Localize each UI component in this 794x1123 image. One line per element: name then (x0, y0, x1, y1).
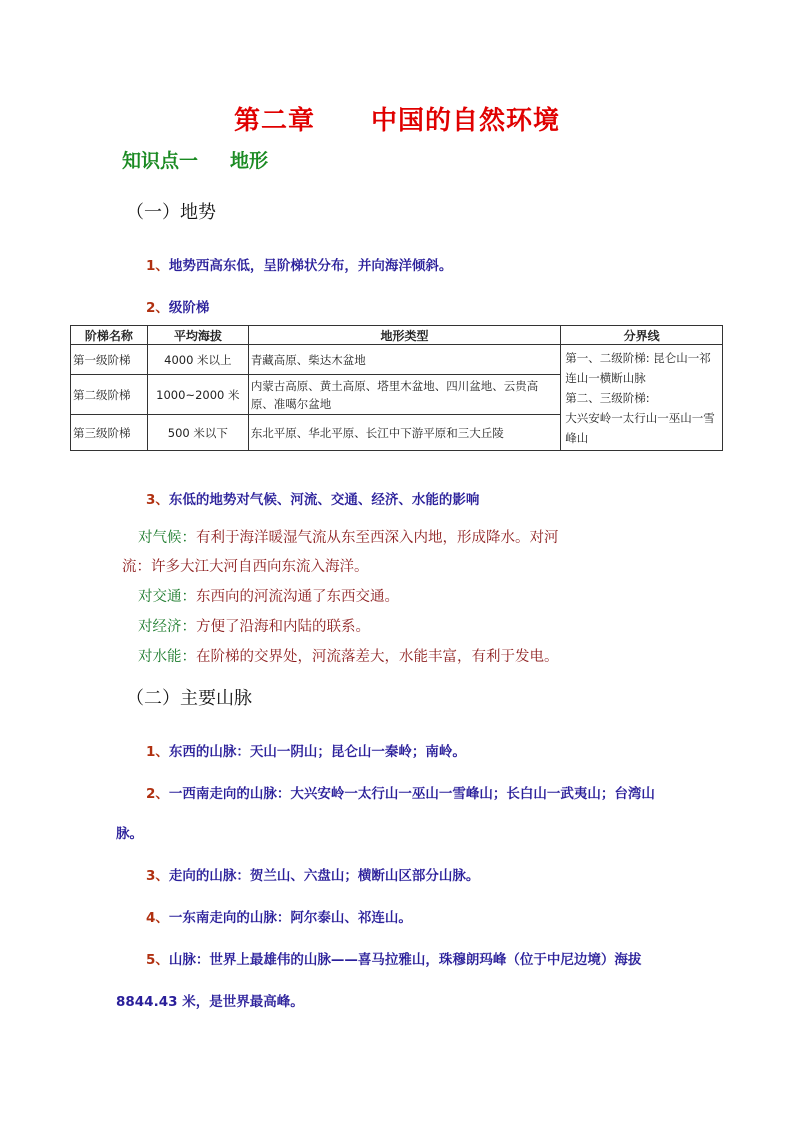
table-header: 阶梯名称 (71, 326, 148, 345)
mountain-item-4: 4、一东南走向的山脉：阿尔泰山、祁连山。 (146, 910, 412, 926)
terrain-item-3: 3、东低的地势对气候、河流、交通、经济、水能的影响 (146, 492, 480, 508)
table-header: 分界线 (561, 326, 723, 345)
table-cell: 500 米以下 (147, 415, 248, 451)
influence-climate: 对气候：有利于海洋暖湿气流从东至西深入内地，形成降水。对河 (138, 530, 559, 546)
table-cell: 第一级阶梯 (71, 345, 148, 375)
mountain-item-1: 1、东西的山脉：天山一阴山；昆仑山一秦岭；南岭。 (146, 744, 466, 760)
influence-river: 流：许多大江大河自西向东流入海洋。 (122, 559, 369, 575)
table-cell: 第三级阶梯 (71, 415, 148, 451)
table-cell: 4000 米以上 (147, 345, 248, 375)
chapter-number: 第二章 (233, 106, 315, 136)
table-cell: 东北平原、华北平原、长江中下游平原和三大丘陵 (248, 415, 560, 451)
mountain-item-2: 2、一西南走向的山脉：大兴安岭一太行山一巫山一雪峰山；长白山一武夷山；台湾山 (146, 786, 655, 802)
table-cell: 青藏高原、柴达木盆地 (248, 345, 560, 375)
influence-traffic: 对交通：东西向的河流沟通了东西交通。 (138, 589, 399, 605)
influence-hydropower: 对水能：在阶梯的交界处，河流落差大，水能丰富，有利于发电。 (138, 649, 559, 665)
chapter-name: 中国的自然环境 (371, 106, 561, 136)
mountain-item-5-cont: 8844.43 米，是世界最高峰。 (116, 994, 304, 1010)
knowledge-point-topic: 地形 (230, 150, 269, 172)
mountain-item-2-cont: 脉。 (116, 826, 143, 842)
section-heading-terrain: （一）地势 (126, 202, 216, 223)
influence-economy: 对经济：方便了沿海和内陆的联系。 (138, 619, 370, 635)
table-cell: 第二级阶梯 (71, 375, 148, 415)
table-header-row (71, 326, 723, 345)
knowledge-point-label: 知识点一 (122, 150, 199, 172)
table-header: 平均海拔 (147, 326, 248, 345)
table-header: 地形类型 (248, 326, 560, 345)
ladder-table (70, 325, 723, 451)
boundary-cell: 第一、二级阶梯: 昆仑山一祁连山一横断山脉 第二、三级阶梯: 大兴安岭一太行山一巫山一雪峰山 (561, 345, 723, 451)
table-row (71, 345, 723, 375)
section-heading-mountains: （二）主要山脉 (126, 688, 252, 709)
chapter-title (0, 100, 794, 137)
mountain-item-3: 3、走向的山脉：贺兰山、六盘山；横断山区部分山脉。 (146, 868, 480, 884)
mountain-item-5: 5、山脉：世界上最雄伟的山脉——喜马拉雅山，珠穆朗玛峰（位于中尼边境）海拔 (146, 952, 642, 968)
table-cell: 内蒙古高原、黄土高原、塔里木盆地、四川盆地、云贵高原、准噶尔盆地 (248, 375, 560, 415)
terrain-item-2: 2、级阶梯 (146, 300, 210, 316)
knowledge-point-heading (122, 146, 268, 173)
terrain-item-1: 1、地势西高东低，呈阶梯状分布，并向海洋倾斜。 (146, 258, 453, 274)
table-cell: 1000~2000 米 (147, 375, 248, 415)
